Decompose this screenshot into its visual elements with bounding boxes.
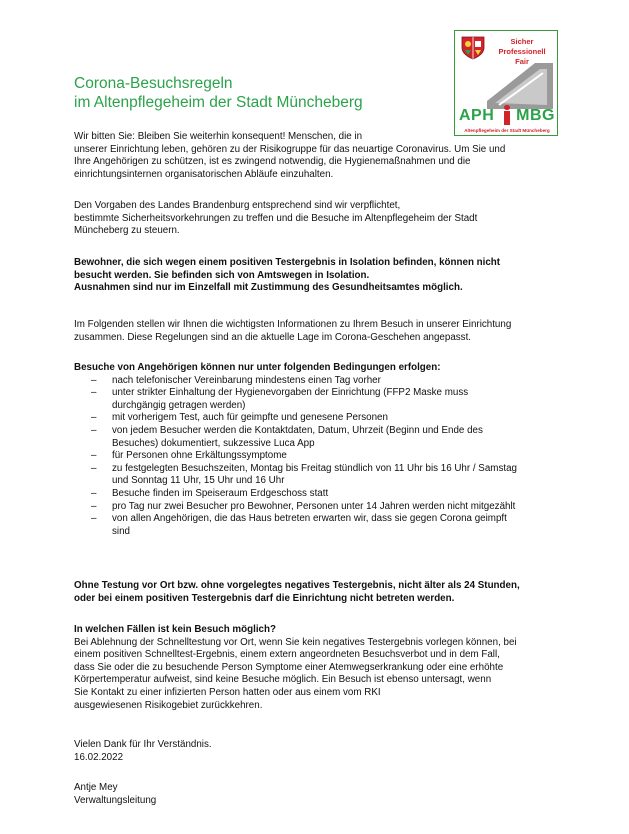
text-line: einem positiven Schnelltest-Ergebnis, einem extern angeordneten Besuchsverbot und in dem Fall, (74, 649, 500, 661)
condition-line: – mit vorherigem Test, auch für geimpfte und genesene Personen (112, 412, 388, 424)
condition-line: – von jedem Besucher werden die Kontaktdaten, Datum, Uhrzeit (Beginn und Ende des (112, 424, 483, 436)
no-test-notice (74, 580, 564, 605)
text-line: Ausnahmen sind nur im Einzelfall mit Zustimmung des Gesundheitsamtes möglich. (74, 282, 463, 294)
condition-item (74, 387, 564, 412)
page-title (74, 74, 434, 112)
condition-line: Besuches) dokumentiert, sukzessive Luca App (112, 437, 315, 449)
no-visit-heading: In welchen Fällen ist kein Besuch möglich? (74, 624, 276, 635)
text-line: Wir bitten Sie: Bleiben Sie weiterhin konsequent! Menschen, die in (74, 131, 363, 142)
intro-paragraph-1 (74, 131, 564, 181)
logo-abbr-right: MBG (516, 107, 555, 124)
condition-item (74, 425, 564, 450)
text-line: ausgewiesenen Risikogebiet zurückkehren. (74, 699, 263, 711)
conditions-list (74, 375, 564, 539)
info-paragraph (74, 319, 564, 344)
intro-paragraph-2 (74, 200, 564, 238)
condition-line: sind (112, 525, 130, 537)
text-line: Müncheberg zu steuern. (74, 225, 180, 237)
title-line-2: im Altenpflegeheim der Stadt Müncheberg (74, 94, 363, 111)
text-line: zusammen. Diese Regelungen sind an die aktuelle Lage im Corona-Geschehen angepasst. (74, 331, 472, 343)
text-line: unserer Einrichtung leben, gehören zu der Risikogruppe für das neuartige Coronavirus. Um Sie und (74, 143, 506, 155)
logo-slogan-line-1: Sicher (510, 37, 534, 46)
logo-slogan-line-2: Professionell (498, 47, 546, 56)
text-line: Ihre Angehörigen zu schützen, ist es zwingend notwendig, die Hygienemaßnahmen und die (74, 156, 471, 168)
condition-line: – pro Tag nur zwei Besucher pro Bewohner, Personen unter 14 Jahren werden nicht mitgezählt (112, 500, 516, 512)
logo-dot-mark (504, 105, 510, 110)
text-line: Bewohner, die sich wegen einem positiven Testergebnis in Isolation befinden, können nicht (74, 257, 501, 268)
text-line: besucht werden. Sie befinden sich von Amtswegen in Isolation. (74, 269, 370, 281)
logo-abbr-left: APH (459, 107, 495, 124)
text-line: Im Folgenden stellen wir Ihnen die wichtigsten Informationen zu Ihrem Besuch in unserer Einrichtung (74, 319, 512, 330)
condition-line: – Besuche finden im Speiseraum Erdgeschoss statt (112, 487, 329, 499)
text-line: dass Sie oder die zu besuchende Person Symptome einer Atemwegserkrankung oder eine erhöhte (74, 661, 504, 673)
condition-line: – zu festgelegten Besuchszeiten, Montag bis Freitag stündlich von 11 Uhr bis 16 Uhr / Samstag (112, 462, 517, 474)
signature-block (74, 782, 564, 807)
condition-item (74, 375, 564, 388)
conditions-section (74, 362, 564, 538)
condition-line: durchgängig getragen werden) (112, 399, 246, 411)
condition-item (74, 513, 564, 538)
signer-role: Verwaltungsleitung (74, 794, 157, 806)
text-line: Bei Ablehnung der Schnelltestung vor Ort, wenn Sie kein negatives Testergebnis vorlegen können, bei (74, 636, 517, 648)
condition-item (74, 501, 564, 514)
logo-footer: Altenpflegeheim der Stadt Müncheberg (464, 128, 550, 133)
date-line: 16.02.2022 (74, 751, 124, 763)
condition-item (74, 412, 564, 425)
condition-line: – für Personen ohne Erkältungssymptome (112, 450, 287, 462)
condition-line: und Sonntag 11 Uhr, 15 Uhr und 16 Uhr (112, 475, 285, 487)
thanks-line: Vielen Dank für Ihr Verständnis. (74, 739, 212, 750)
condition-item (74, 450, 564, 463)
coat-of-arms-icon (460, 36, 486, 60)
text-line: bestimmte Sicherheitsvorkehrungen zu treffen und die Besuche im Altenpflegeheim der Stadt (74, 212, 478, 224)
text-line: Den Vorgaben des Landes Brandenburg entsprechend sind wir verpflichtet, (74, 200, 401, 211)
condition-line: – nach telefonischer Vereinbarung mindestens einen Tag vorher (112, 374, 381, 386)
isolation-notice (74, 257, 564, 295)
condition-item (74, 463, 564, 488)
closing-thanks (74, 739, 564, 764)
no-visit-section (74, 624, 564, 712)
text-line: Körpertemperatur aufweist, sind keine Besuche möglich. Ein Besuch ist ebenso untersagt, wenn (74, 674, 492, 686)
text-line: einrichtungsinternen organisatorischen Abläufe einzuhalten. (74, 168, 334, 180)
condition-line: – von allen Angehörigen, die das Haus betreten erwarten wir, dass sie gegen Corona geimpft (112, 513, 507, 525)
conditions-heading: Besuche von Angehörigen können nur unter folgenden Bedingungen erfolgen: (74, 362, 441, 373)
aph-mbg-logo (454, 30, 558, 136)
text-line: Ohne Testung vor Ort bzw. ohne vorgelegtes negatives Testergebnis, nicht älter als 24 Stunden, (74, 580, 520, 591)
logo-slogan-line-3: Fair (515, 57, 529, 66)
text-line: Sie Kontakt zu einer infizierten Person hatten oder aus einem vom RKI (74, 686, 381, 698)
condition-line: – unter strikter Einhaltung der Hygienevorgaben der Einrichtung (FFP2 Maske muss (112, 387, 469, 399)
signer-name: Antje Mey (74, 782, 118, 793)
logo-graphic (485, 61, 555, 111)
text-line: oder bei einem positiven Testergebnis darf die Einrichtung nicht betreten werden. (74, 592, 455, 604)
logo-bar-mark (504, 111, 510, 125)
title-line-1: Corona-Besuchsregeln (74, 75, 233, 92)
condition-item (74, 488, 564, 501)
